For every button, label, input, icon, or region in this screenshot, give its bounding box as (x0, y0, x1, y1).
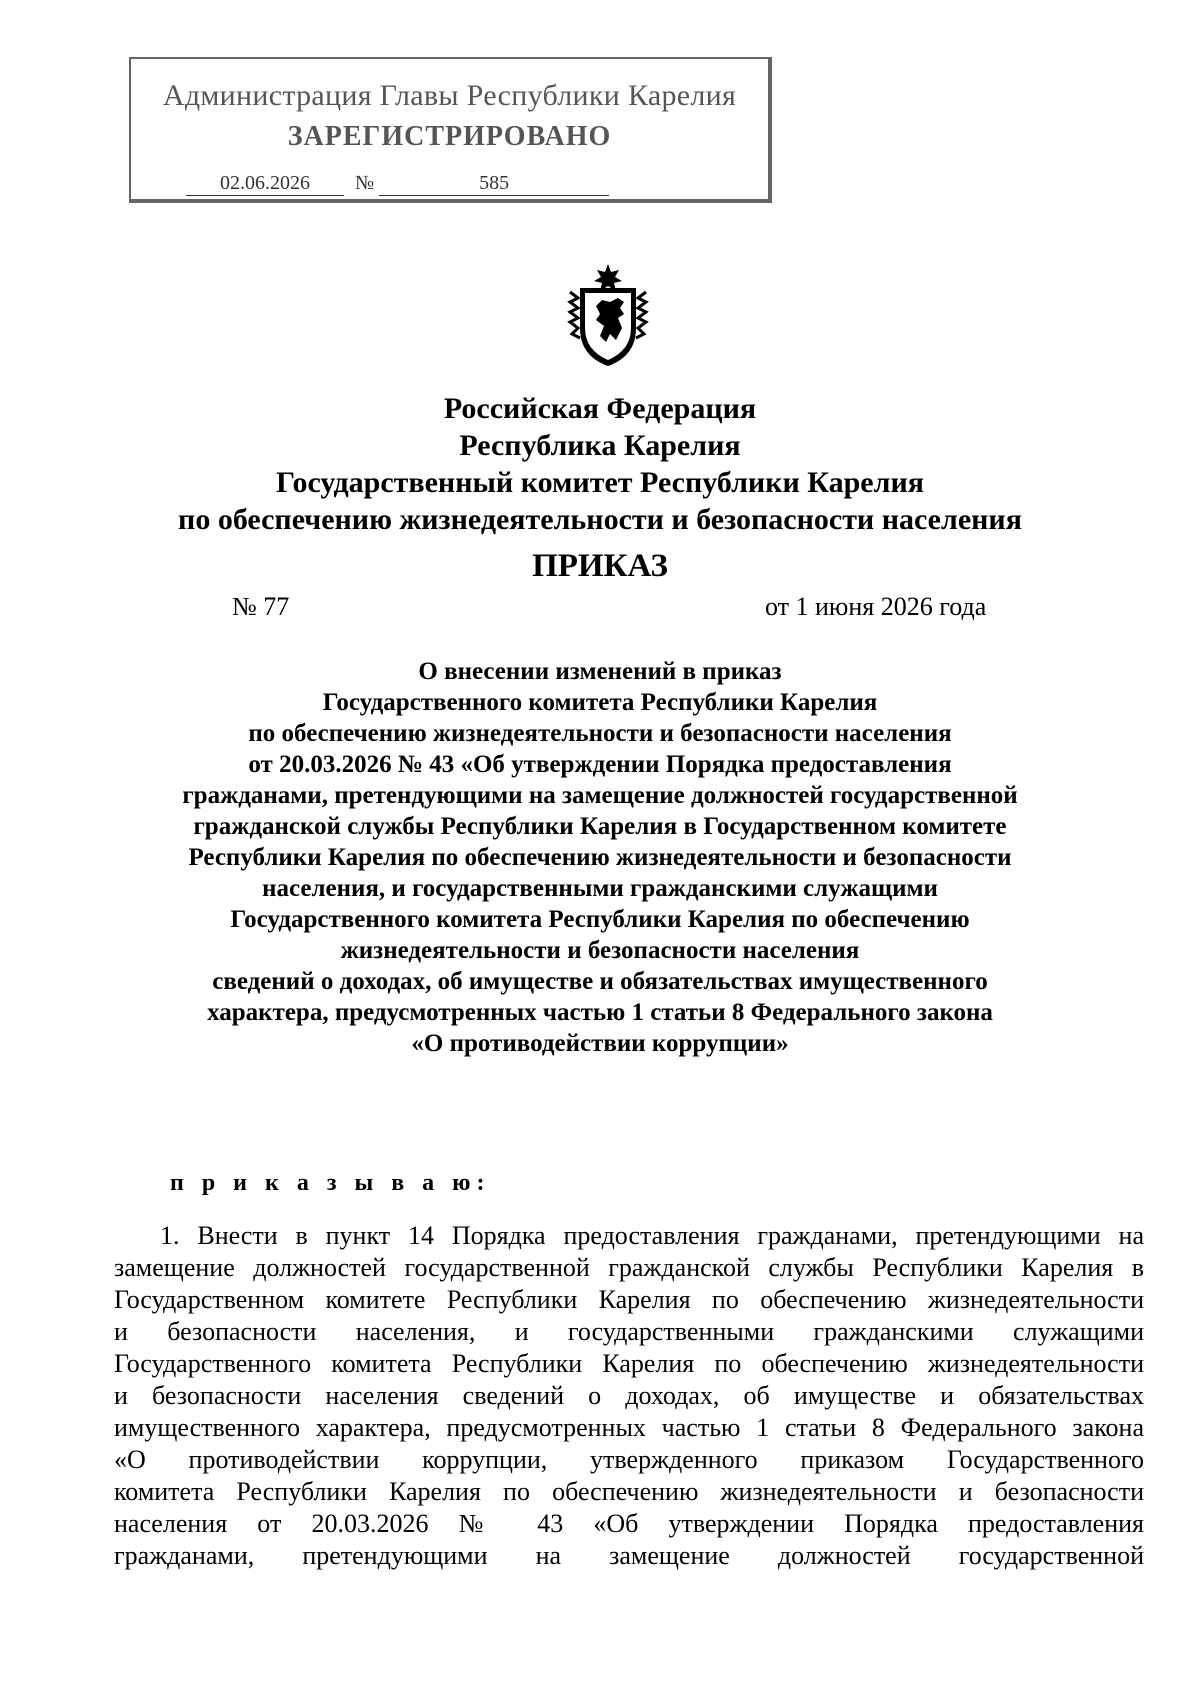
paragraph-line: Государственном комитете Республики Карелия по обеспечению жизнедеятельности (114, 1285, 1144, 1314)
paragraph-line: имущественного характера, предусмотренных частью 1 статьи 8 Федерального закона (114, 1413, 1144, 1442)
subject-line: от 20.03.2026 № 43 «Об утверждении Порядка предоставления (248, 751, 952, 778)
stamp-date: 02.06.2026 (186, 172, 344, 196)
paragraph-line: Государственного комитета Республики Карелия по обеспечению жизнедеятельности (114, 1349, 1144, 1378)
order-paragraph-1 (114, 1220, 1144, 1572)
paragraph-line: комитета Республики Карелия по обеспечению жизнедеятельности и безопасности (114, 1477, 1144, 1506)
subject-line: населения, и государственными гражданскими служащими (262, 875, 938, 902)
subject-line: Государственного комитета Республики Карелия (322, 689, 878, 716)
registration-stamp (129, 57, 772, 203)
subject-line: характера, предусмотренных частью 1 статьи 8 Федерального закона (207, 999, 993, 1026)
subject-line: «О противодействии коррупции» (411, 1030, 789, 1057)
order-subject (0, 656, 1200, 1059)
subject-line: О внесении изменений в приказ (418, 658, 782, 685)
order-date: от 1 июня 2026 года (765, 592, 987, 621)
header-country: Российская Федерация (443, 392, 757, 425)
subject-line: сведений о доходах, об имуществе и обязательствах имущественного (212, 968, 988, 995)
paragraph-line: 1. Внести в пункт 14 Порядка предоставления гражданами, претендующими на (160, 1221, 1144, 1250)
subject-line: жизнедеятельности и безопасности населения (340, 937, 860, 964)
header-committee-purpose: по обеспечению жизнедеятельности и безопасности населения (178, 503, 1022, 536)
subject-line: Государственного комитета Республики Карелия по обеспечению (230, 906, 970, 933)
stamp-number: 585 (379, 172, 609, 196)
subject-line: гражданской службы Республики Карелия в Государственном комитете (193, 813, 1007, 840)
subject-line: Республики Карелия по обеспечению жизнедеятельности и безопасности (188, 844, 1012, 871)
order-title: ПРИКАЗ (532, 548, 668, 584)
stamp-status: ЗАРЕГИСТРИРОВАНО (287, 121, 612, 152)
subject-line: гражданами, претендующими на замещение должностей государственной (182, 782, 1018, 809)
paragraph-line: гражданами, претендующими на замещение должностей государственной (114, 1541, 1144, 1570)
header-republic: Республика Карелия (459, 429, 741, 462)
paragraph-line: замещение должностей государственной гражданской службы Республики Карелия в (114, 1253, 1144, 1282)
stamp-number-label: № (355, 172, 375, 194)
header-committee: Государственный комитет Республики Карелия (276, 466, 924, 499)
stamp-organization: Администрация Главы Республики Карелия (162, 79, 737, 112)
subject-line: по обеспечению жизнедеятельности и безопасности населения (248, 720, 952, 747)
stamp-registration-row (186, 172, 609, 196)
paragraph-line: «О противодействии коррупции, утвержденного приказом Государственного (114, 1445, 1144, 1474)
paragraph-line: и безопасности населения сведений о доходах, об имуществе и обязательствах (114, 1381, 1144, 1410)
order-number: № 77 (232, 592, 290, 621)
paragraph-line: и безопасности населения, и государственными гражданскими служащими (114, 1317, 1144, 1346)
order-command: п р и к а з ы в а ю: (170, 1170, 491, 1196)
karelia-coat-of-arms-icon (566, 262, 650, 370)
paragraph-line: населения от 20.03.2026 № 43 «Об утверждении Порядка предоставления (114, 1509, 1144, 1538)
